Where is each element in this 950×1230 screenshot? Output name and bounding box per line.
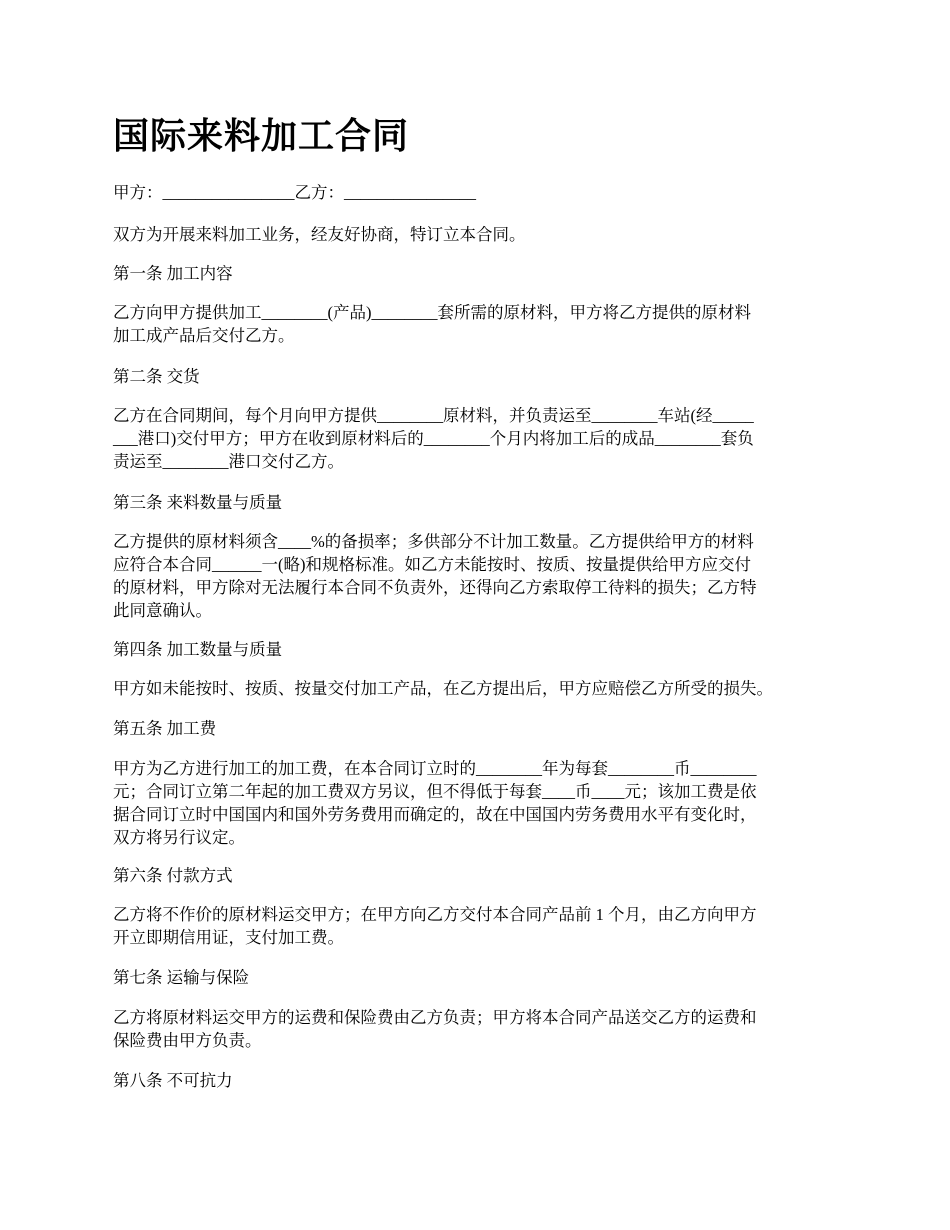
paragraph-line: 乙方将原材料运交甲方的运费和保险费由乙方负责；甲方将本合同产品送交乙方的运费和 xyxy=(113,1008,757,1027)
section-paragraph xyxy=(113,1006,853,1052)
paragraph-line: 甲方为乙方进行加工的加工费，在本合同订立时的________年为每套________币________ xyxy=(113,759,757,778)
section-heading: 第四条 加工数量与质量 xyxy=(113,640,283,659)
section-heading: 第二条 交货 xyxy=(113,367,200,386)
paragraph-line: 保险费由甲方负责。 xyxy=(113,1031,262,1050)
paragraph-line: 加工成产品后交付乙方。 xyxy=(113,326,295,345)
paragraph-line: 甲方如未能按时、按质、按量交付加工产品，在乙方提出后，甲方应赔偿乙方所受的损失。 xyxy=(113,679,773,698)
section-paragraph xyxy=(113,903,853,949)
paragraph-line: 乙方提供的原材料须含____%的备损率；多供部分不计加工数量。乙方提供给甲方的材料 xyxy=(113,532,754,551)
paragraph-line: 双方将另行议定。 xyxy=(113,828,245,847)
paragraph-line: 的原材料，甲方除对无法履行本合同不负责外，还得向乙方索取停工待料的损失；乙方特 xyxy=(113,578,757,597)
paragraph-line: ___港口)交付甲方；甲方在收到原材料后的________个月内将加工后的成品________套负 xyxy=(113,429,754,448)
paragraph-line: 据合同订立时中国国内和国外劳务费用而确定的，故在中国国内劳务费用水平有变化时， xyxy=(113,805,757,824)
section-heading: 第六条 付款方式 xyxy=(113,866,233,885)
paragraph-line: 此同意确认。 xyxy=(113,601,212,620)
section-paragraph xyxy=(113,677,853,700)
section-paragraph xyxy=(113,404,853,473)
section-heading: 第七条 运输与保险 xyxy=(113,968,250,987)
paragraph-line: 元；合同订立第二年起的加工费双方另议，但不得低于每套____币____元；该加工费是依 xyxy=(113,782,757,801)
paragraph-line: 乙方向甲方提供加工________(产品)________套所需的原材料，甲方将乙方提供的原材料 xyxy=(113,303,751,322)
section-heading: 第五条 加工费 xyxy=(113,719,217,738)
paragraph-line: 乙方在合同期间，每个月向甲方提供________原材料，并负责运至________车站(经_____ xyxy=(113,406,754,425)
section-paragraph xyxy=(113,530,853,622)
paragraph-line: 应符合本合同______一(略)和规格标准。如乙方未能按时、按质、按量提供给甲方应交付 xyxy=(113,555,751,574)
paragraph-line: 责运至________港口交付乙方。 xyxy=(113,452,344,471)
parties-line: 甲方：________________乙方：________________ xyxy=(113,183,476,202)
paragraph-line: 乙方将不作价的原材料运交甲方；在甲方向乙方交付本合同产品前 1 个月，由乙方向甲方 xyxy=(113,905,757,924)
document-title: 国际来料加工合同 xyxy=(113,116,410,156)
paragraph-line: 开立即期信用证，支付加工费。 xyxy=(113,928,344,947)
section-paragraph xyxy=(113,301,853,347)
section-heading: 第一条 加工内容 xyxy=(113,264,233,283)
intro-paragraph: 双方为开展来料加工业务，经友好协商，特订立本合同。 xyxy=(113,225,526,244)
section-paragraph xyxy=(113,757,853,849)
section-heading: 第三条 来料数量与质量 xyxy=(113,493,283,512)
section-heading: 第八条 不可抗力 xyxy=(113,1071,233,1090)
